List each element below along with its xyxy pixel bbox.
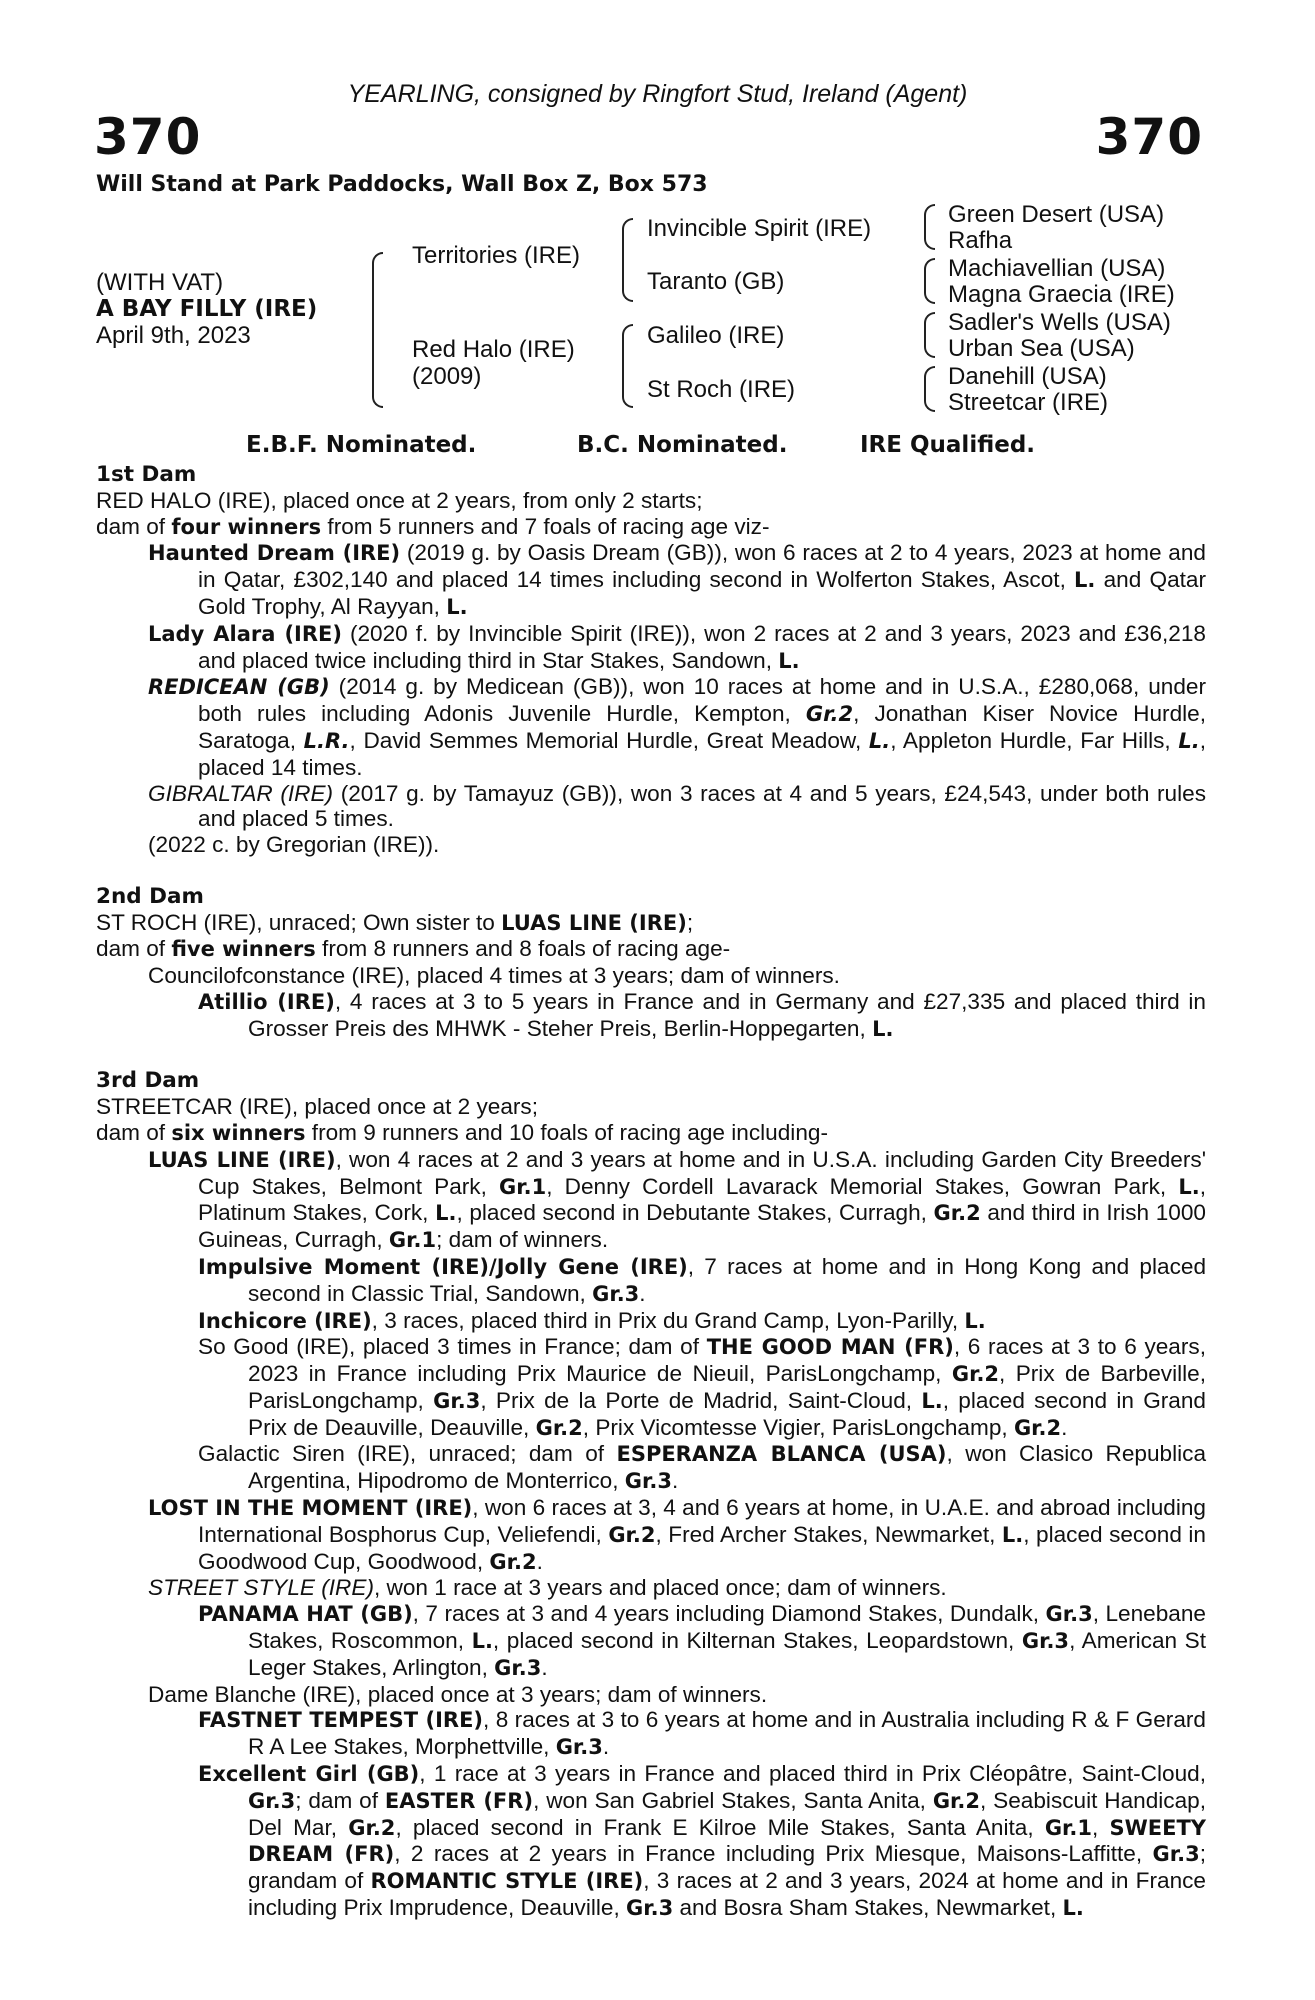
stand-location: Will Stand at Park Paddocks, Wall Box Z, Box 573 xyxy=(96,172,708,197)
dam2-progeny-1: Councilofconstance (IRE), placed 4 times at 3 years; dam of winners. xyxy=(148,963,840,989)
dam1-line2: dam of four winners from 5 runners and 7 foals of racing age viz- xyxy=(96,513,770,539)
dam3-grandprogeny-3: So Good (IRE), placed 3 times in France; dam of THE GOOD MAN (FR), 6 races at 3 to 6 years, 2023 in France including Prix Maurice de Nieuil, ParisLongchamp, Gr.2, Prix de Barbeville, ParisLongchamp, Gr.3, Prix de la Porte de Madrid, Saint-Cloud, L., placed second in Grand Prix de Deauville, Deauville, Gr.2, Prix Vicomtesse Vigier, ParisLongchamp, Gr.2. xyxy=(198,1334,1207,1440)
gen2-1: Invincible Spirit (IRE) xyxy=(647,215,872,242)
dam3-grandprogeny-5: PANAMA HAT (GB), 7 races at 3 and 4 years including Diamond Stakes, Dundalk, Gr.3, Lenebane Stakes, Roscommon, L., placed second in Kilternan Stakes, Leopardstown, Gr.3, American St Leger Stakes, Arlington, Gr.3. xyxy=(198,1601,1206,1680)
gen2-4: St Roch (IRE) xyxy=(647,376,796,403)
sire-brace xyxy=(622,218,633,302)
dam3-progeny-3: STREET STYLE (IRE), won 1 race at 3 years and placed once; dam of winners. xyxy=(148,1575,947,1601)
subject-name: A BAY FILLY (IRE) xyxy=(96,296,318,322)
gen3-brace-2 xyxy=(924,258,935,304)
vat-label: (WITH VAT) xyxy=(96,269,224,296)
sire-dam-brace xyxy=(372,252,383,408)
dam3-heading: 3rd Dam xyxy=(96,1068,200,1094)
dam3-progeny-2: LOST IN THE MOMENT (IRE), won 6 races at 3, 4 and 6 years at home, in U.A.E. and abroad including International Bosphorus Cup, Veliefendi, Gr.2, Fred Archer Stakes, Newmarket, L., placed second in Goodwood Cup, Goodwood, Gr.2. xyxy=(148,1495,1207,1574)
dam3-grandprogeny-6: FASTNET TEMPEST (IRE), 8 races at 3 to 6 years at home and in Australia including R & F Gerard R A Lee Stakes, Morphettville, Gr.3. xyxy=(198,1707,1206,1760)
dam3-progeny-1: LUAS LINE (IRE), won 4 races at 2 and 3 years at home and in U.S.A. including Garden City Breeders' Cup Stakes, Belmont Park, Gr.1, Denny Cordell Lavarack Memorial Stakes, Gowran Park, L., Platinum Stakes, Cork, L., placed second in Debutante Stakes, Curragh, Gr.2 and third in Irish 1000 Guineas, Curragh, Gr.1; dam of winners. xyxy=(148,1146,1207,1253)
dam-brace xyxy=(622,324,633,408)
dam3-grandprogeny-4: Galactic Siren (IRE), unraced; dam of ESPERANZA BLANCA (USA), won Clasico Republica Argentina, Hipodromo de Monterrico, Gr.3. xyxy=(198,1441,1207,1494)
dam2-heading: 2nd Dam xyxy=(96,883,204,909)
dam1-progeny-2: Lady Alara (IRE) (2020 f. by Invincible Spirit (IRE)), won 2 races at 2 and 3 years, 2023 and £36,218 and placed twice including third in Star Stakes, Sandown, L. xyxy=(148,620,1206,673)
dam-name: Red Halo (IRE) xyxy=(412,336,575,363)
dam2-progeny-2: Atillio (IRE), 4 races at 3 to 5 years in France and in Germany and £27,335 and placed third in Grosser Preis des MHWK - Steher Preis, Berlin-Hoppegarten, L. xyxy=(198,988,1206,1041)
gen3-3: Machiavellian (USA) xyxy=(948,255,1166,282)
gen2-2: Taranto (GB) xyxy=(647,268,785,295)
dam3-line1: STREETCAR (IRE), placed once at 2 years; xyxy=(96,1094,538,1120)
gen2-3: Galileo (IRE) xyxy=(647,322,785,349)
gen3-1: Green Desert (USA) xyxy=(948,201,1165,228)
lot-number-right: 370 xyxy=(1095,108,1203,166)
gen3-5: Sadler's Wells (USA) xyxy=(948,309,1171,336)
dam1-heading: 1st Dam xyxy=(96,462,197,487)
ire-qualified: IRE Qualified. xyxy=(860,432,1036,458)
dam3-progeny-4: Dame Blanche (IRE), placed once at 3 years; dam of winners. xyxy=(148,1681,768,1707)
gen3-8: Streetcar (IRE) xyxy=(948,389,1109,416)
dam2-line1: ST ROCH (IRE), unraced; Own sister to LUAS LINE (IRE); xyxy=(96,909,694,935)
dam-year: (2009) xyxy=(412,363,482,390)
bc-nomination: B.C. Nominated. xyxy=(577,432,788,458)
gen3-brace-1 xyxy=(924,204,935,250)
gen3-2: Rafha xyxy=(948,227,1013,254)
dam1-progeny-3: REDICEAN (GB) (2014 g. by Medicean (GB)), won 10 races at home and in U.S.A., £280,068, under both rules including Adonis Juvenile Hurdle, Kempton, Gr.2, Jonathan Kiser Novice Hurdle, Saratoga, L.R., David Semmes Memorial Hurdle, Great Meadow, L., Appleton Hurdle, Far Hills, L., placed 14 times. xyxy=(148,674,1207,780)
gen3-6: Urban Sea (USA) xyxy=(948,335,1135,362)
dam3-grandprogeny-7: Excellent Girl (GB), 1 race at 3 years in France and placed third in Prix Cléopâtre, Saint-Cloud, Gr.3; dam of EASTER (FR), won San Gabriel Stakes, Santa Anita, Gr.2, Seabiscuit Handicap, Del Mar, Gr.2, placed second in Frank E Kilroe Mile Stakes, Santa Anita, Gr.1, SWEETY DREAM (FR), 2 races at 2 years in France including Prix Miesque, Maisons-Laffitte, Gr.3; grandam of ROMANTIC STYLE (IRE), 3 races at 2 and 3 years, 2024 at home and in France including Prix Imprudence, Deauville, Gr.3 and Bosra Sham Stakes, Newmarket, L. xyxy=(198,1761,1207,1921)
gen3-brace-4 xyxy=(924,366,935,412)
consignor-line: YEARLING, consigned by Ringfort Stud, Ireland (Agent) xyxy=(347,80,968,108)
gen3-brace-3 xyxy=(924,312,935,358)
gen3-4: Magna Graecia (IRE) xyxy=(948,281,1175,308)
ebf-nomination: E.B.F. Nominated. xyxy=(246,432,477,458)
sire-name: Territories (IRE) xyxy=(412,242,581,269)
gen3-7: Danehill (USA) xyxy=(948,363,1107,390)
dam1-line1: RED HALO (IRE), placed once at 2 years, from only 2 starts; xyxy=(96,487,703,513)
dam3-line2: dam of six winners from 9 runners and 10 foals of racing age including- xyxy=(96,1119,828,1145)
dam1-progeny-4: GIBRALTAR (IRE) (2017 g. by Tamayuz (GB)), won 3 races at 4 and 5 years, £24,543, under both rules and placed 5 times. xyxy=(148,780,1206,832)
dam1-progeny-1: Haunted Dream (IRE) (2019 g. by Oasis Dream (GB)), won 6 races at 2 to 4 years, 2023 at home and in Qatar, £302,140 and placed 14 times including second in Wolferton Stakes, Ascot, L. and Qatar Gold Trophy, Al Rayyan, L. xyxy=(148,540,1206,619)
subject-foaled: April 9th, 2023 xyxy=(96,322,251,349)
dam3-grandprogeny-1: Impulsive Moment (IRE)/Jolly Gene (IRE), 7 races at home and in Hong Kong and placed second in Classic Trial, Sandown, Gr.3. xyxy=(198,1253,1207,1306)
catalogue-body xyxy=(96,462,1206,1922)
lot-number-left: 370 xyxy=(94,108,202,166)
dam2-line2: dam of five winners from 8 runners and 8 foals of racing age- xyxy=(96,936,731,962)
dam3-grandprogeny-2: Inchicore (IRE), 3 races, placed third in Prix du Grand Camp, Lyon-Parilly, L. xyxy=(198,1307,986,1333)
dam1-progeny-5: (2022 c. by Gregorian (IRE)). xyxy=(148,832,440,858)
